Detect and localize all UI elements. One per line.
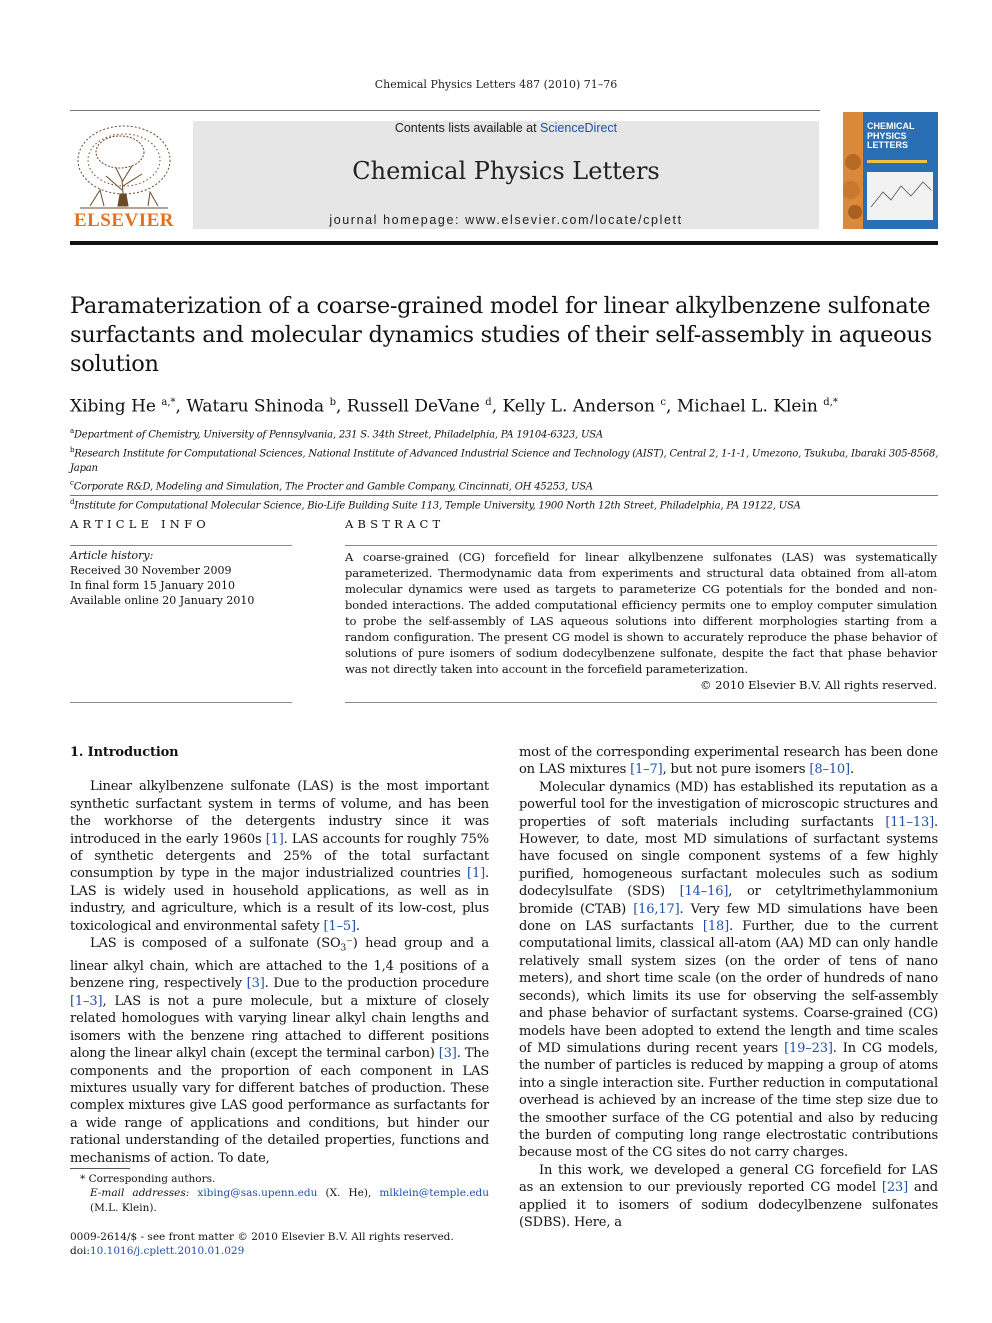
affiliation-mark: d [70, 498, 75, 507]
journal-title: Chemical Physics Letters [352, 157, 660, 185]
citation-link[interactable]: [18] [702, 919, 729, 935]
cover-title-line: LETTERS [867, 140, 909, 150]
text-run: . [355, 918, 360, 934]
email-link[interactable]: xibing@sas.upenn.edu [197, 1187, 318, 1200]
contents-line [193, 121, 819, 135]
author[interactable]: Xibing He [70, 396, 156, 417]
author-affil[interactable]: d [485, 397, 492, 408]
affiliation-mark: b [70, 445, 75, 454]
affiliation [70, 495, 950, 514]
author[interactable]: Michael L. Klein [676, 396, 818, 417]
corresponding-note: * Corresponding authors. [80, 1173, 216, 1185]
article-info-heading: ARTICLE INFO [70, 517, 210, 531]
text-run: . [849, 762, 854, 778]
citation-link[interactable]: [16,17] [633, 901, 680, 917]
author-affil[interactable]: a,* [161, 397, 176, 408]
body-column-left [70, 744, 489, 1167]
history-label: Article history: [70, 549, 154, 562]
email-note [70, 1186, 489, 1215]
text-run: . LAS is widely used in household applications, as well as in industry, and agriculture, which is a result of its low-cost, plus toxicological and environmental safety [70, 866, 489, 934]
article-info-rule [70, 545, 292, 546]
author[interactable]: Kelly L. Anderson [502, 396, 655, 417]
paragraph [519, 1162, 938, 1232]
abstract-rule-bottom [345, 702, 937, 703]
history-revised: In final form 15 January 2010 [70, 579, 235, 592]
paragraph [519, 779, 938, 1162]
footnote-rule [70, 1168, 130, 1169]
citation-link[interactable]: [11–13] [885, 814, 935, 830]
affiliation-text: Institute for Computational Molecular Science, Bio-Life Building Suite 113, Temple University, 1900 North 12th Street, Philadelphia, PA 19122, USA [74, 500, 801, 512]
author[interactable]: Russell DeVane [346, 396, 480, 417]
author-affil[interactable]: c [660, 397, 667, 408]
doi-line [70, 1244, 489, 1258]
text-run: . LAS accounts for roughly 75% of synthetic detergents and 25% of the total surfactant consumption by type in the major industrialized countries [70, 831, 490, 882]
history-online: Available online 20 January 2010 [70, 594, 255, 607]
affiliation-text: Research Institute for Computational Sciences, National Institute of Advanced Industrial Science and Technology (AIST), Central 2, 1-1-1, Umezono, Tsukuba, Ibaraki 305-8568, Japan [70, 448, 939, 474]
author-affil[interactable]: b [329, 397, 336, 408]
text-run: . Further, due to the current computational limits, classical all-atom (AA) MD can only handle relatively small system sizes (on the order of tens of nano meters), and short time scale (on the order of hundreds of nano seconds), which limits its use for observing the self-assembly and phase behavior of surfactant systems. Coarse-grained (CG) models have been adopted to extend the length and time scales of MD simulations during recent years [519, 919, 938, 1056]
text-run: Molecular dynamics (MD) has established its reputation as a powerful tool for the investigation of microscopic structures and properties of soft materials including surfactants [519, 779, 938, 830]
text-run: and applied it to isomers of sodium dodecylbenzene sulfonates (SDBS). Here, a [519, 1180, 938, 1230]
front-matter [70, 1230, 489, 1259]
citation-link[interactable]: [8–10] [809, 762, 850, 778]
header-rule [70, 110, 820, 111]
text-run: , but not pure isomers [662, 762, 810, 778]
affiliation [70, 476, 950, 495]
text-run: LAS is composed of a sulfonate (SO [90, 936, 341, 952]
citation-link[interactable]: [1–3] [70, 993, 103, 1009]
issn-line: 0009-2614/$ - see front matter © 2010 Elsevier B.V. All rights reserved. [70, 1231, 454, 1243]
affiliation-mark: c [70, 479, 74, 488]
section-heading: 1. Introduction [70, 745, 179, 760]
journal-cover-image [843, 112, 938, 229]
text-run: . However, to date, most MD simulations of surfactant systems have focused on single component systems of a few highly purified, homogeneous surfactant molecules such as sodium dodecylsulfate (SDS) [519, 814, 938, 900]
email-owner: (M.L. Klein). [90, 1201, 157, 1214]
cover-title-line: PHYSICS [867, 130, 907, 141]
text-run: Linear alkylbenzene sulfonate (LAS) is the most important synthetic surfactant system in terms of volume, and has been the workhorse of the detergents industry since it was introduced in the early 1960s [70, 779, 489, 847]
text-run: . The components and the proportion of each component in LAS mixtures usually vary for different batches of production. These complex mixtures give LAS good performance as surfactants for a wide range of applications and conditions, but hinder our rational understanding of the detailed properties, functions and mechanisms of action. To date, [70, 1046, 489, 1166]
doi-link[interactable]: 10.1016/j.cplett.2010.01.029 [89, 1245, 245, 1258]
text-run: In this work, we developed a general CG forcefield for LAS as an extension to our previously reported CG model [519, 1162, 938, 1196]
author[interactable]: Wataru Shinoda [186, 396, 325, 417]
text-run: most of the corresponding experimental research has been done on LAS mixtures [519, 745, 938, 778]
contents-prefix: Contents lists available at [394, 121, 541, 135]
running-head: Chemical Physics Letters 487 (2010) 71–76 [374, 78, 618, 91]
text-run: . Very few MD simulations have been done on LAS surfactants [519, 901, 938, 935]
journal-homepage[interactable]: journal homepage: www.elsevier.com/locate/cplett [329, 213, 683, 227]
abstract-text: A coarse-grained (CG) forcefield for linear alkylbenzene sulfonates (LAS) was systematically parameterized. Thermodynamic data from experiments and structural data obtained from all-atom molecular dynamics were used as targets to parameterize CG potentials for the bonded and non-bonded interactions. The added computational efficiency permits one to employ computer simulation to probe the self-assembly of LAS aqueous solutions into different morphologies starting from a random configuration. The present CG model is shown to accurately reproduce the phase behavior of solutions of pure isomers of sodium dodecylbenzene sulfonate, despite the fact that phase behavior was not directly taken into account in the forcefield parameterization. [345, 550, 937, 676]
section-rule [70, 495, 938, 496]
sciencedirect-link[interactable]: ScienceDirect [540, 121, 618, 135]
citation-link[interactable]: [23] [881, 1180, 909, 1196]
citation-link[interactable]: [1] [265, 831, 284, 847]
citation-link[interactable]: [3] [438, 1046, 457, 1062]
paragraph [70, 778, 489, 935]
citation-link[interactable]: [1] [467, 866, 486, 882]
affiliation-text: Department of Chemistry, University of Pennsylvania, 231 S. 34th Street, Philadelphia, PA 19104-6323, USA [73, 429, 603, 441]
affiliation-text: Corporate R&D, Modeling and Simulation, The Procter and Gamble Company, Cincinnati, OH 45253, USA [73, 481, 593, 493]
masthead-rule [70, 241, 938, 245]
author-affil[interactable]: d,* [823, 397, 838, 408]
citation-link[interactable]: [14–16] [679, 884, 729, 900]
text-run: . In CG models, the number of particles is reduced by mapping a group of atoms into a single interaction site. Further reduction in computational overhead is achieved by an increase of the time step size due to the smoother surface of the CG potential and also by reducing the burden of computing long range electrostatic contributions because most of the CG sites do not carry charges. [519, 1040, 938, 1161]
footnote [70, 1172, 489, 1215]
email-owner: (X. He), [325, 1187, 372, 1200]
affiliation [70, 443, 950, 477]
article-history [70, 548, 292, 608]
journal-masthead [193, 121, 819, 229]
abstract-heading: ABSTRACT [345, 517, 445, 531]
citation-link[interactable]: [19–23] [784, 1040, 833, 1056]
affiliations [70, 424, 950, 514]
abstract-rule [345, 545, 937, 546]
citation-link[interactable]: [3] [246, 976, 265, 992]
text-run: , or cetyltrimethylammonium bromide (CTAB) [519, 884, 939, 917]
text-run: . Due to the production procedure [264, 976, 489, 992]
citation-link[interactable]: [1–7] [630, 762, 663, 778]
cover-title-line: CHEMICAL [867, 121, 915, 131]
subscript: 3 [340, 943, 347, 954]
email-link[interactable]: mlklein@temple.edu [379, 1187, 490, 1200]
author-list: Xibing He $^{a,*}$, Wataru Shinoda $^b$, Russell DeVane $^d$, Kelly L. Anderson $^c$, Michael L. Klein $^{d,*}$ [70, 396, 838, 417]
paragraph [519, 744, 938, 779]
doi-label: doi: [70, 1245, 90, 1258]
text-run: , LAS is not a pure molecule, but a mixture of closely related homologues with varying linear alkyl chain lengths and isomers with the benzene ring attached to different positions along the linear alkyl chain (except the terminal carbon) [70, 993, 489, 1062]
cover-title [867, 122, 937, 151]
affiliation [70, 424, 950, 443]
article-title: Paramaterization of a coarse-grained model for linear alkylbenzene sulfonate surfactants and molecular dynamics studies of their self-assembly in aqueous solution [70, 293, 932, 377]
paragraph [70, 935, 489, 1167]
history-received: Received 30 November 2009 [70, 564, 232, 577]
text-run: ⁻) head group and a linear alkyl chain, which are attached to the 1,4 positions of a benzene ring, respectively [70, 936, 489, 992]
article-info-rule-bottom [70, 702, 292, 703]
body-column-right [519, 744, 938, 1231]
copyright: © 2010 Elsevier B.V. All rights reserved. [700, 678, 937, 692]
citation-link[interactable]: [1–5] [323, 918, 356, 934]
email-label: E-mail addresses: [90, 1187, 190, 1200]
publisher-logo: ELSEVIER [73, 210, 175, 231]
affiliation-mark: a [70, 427, 74, 435]
